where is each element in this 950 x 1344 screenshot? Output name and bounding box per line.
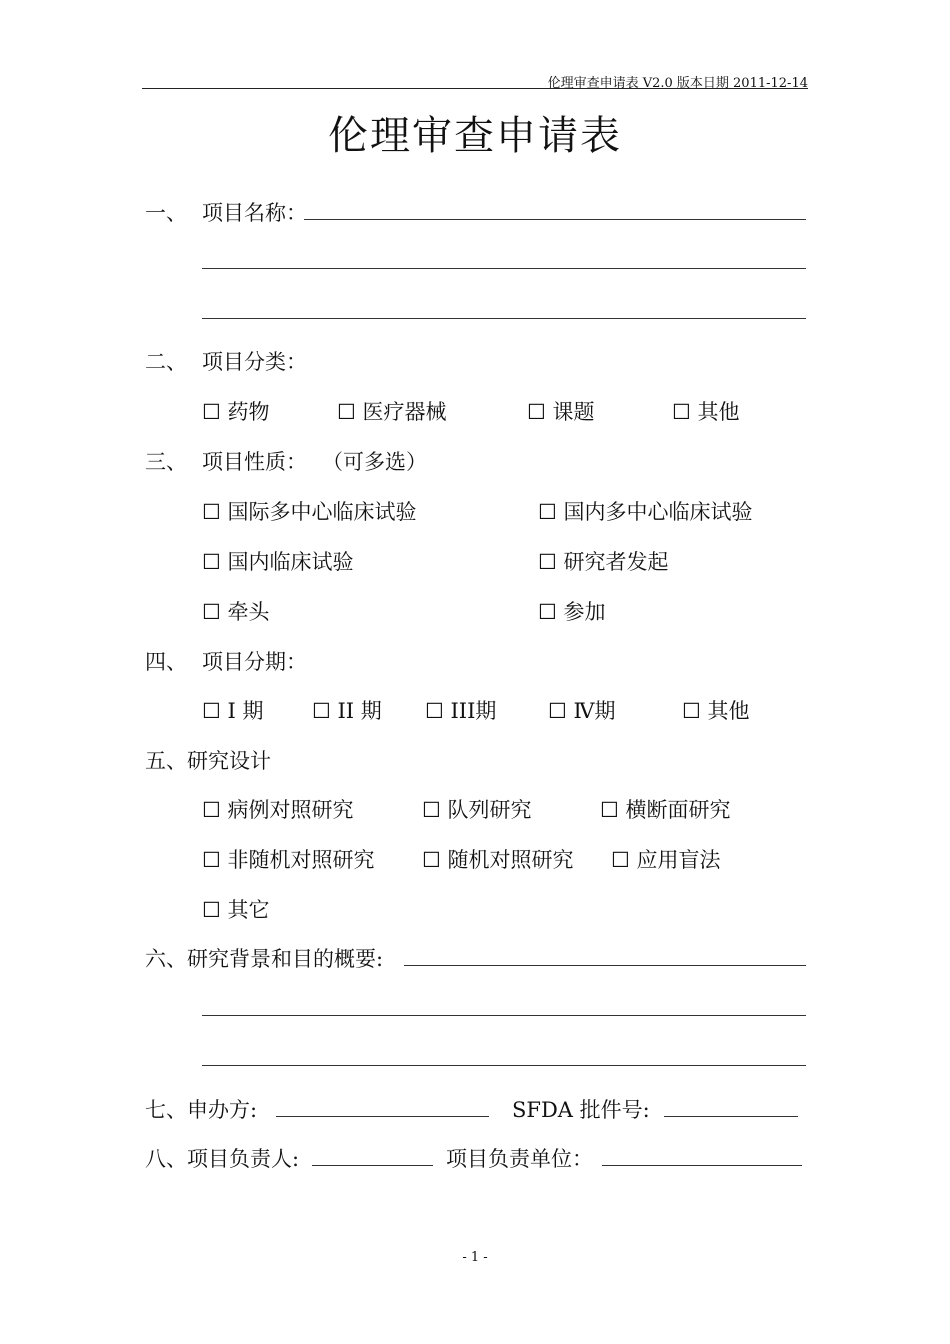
checkbox-randomized[interactable]: ☐ 随机对照研究	[422, 848, 574, 872]
background-summary-field-line-2[interactable]	[202, 1015, 806, 1016]
background-summary-field-line-1[interactable]	[404, 965, 806, 966]
checkbox-blinding[interactable]: ☐ 应用盲法	[611, 848, 721, 872]
section-2-label: 项目分类：	[202, 350, 307, 374]
checkbox-domestic-multicenter[interactable]: ☐ 国内多中心临床试验	[538, 500, 753, 524]
checkbox-design-other[interactable]: ☐ 其它	[202, 898, 270, 922]
section-8-label: 八、项目负责人:	[145, 1147, 300, 1171]
section-3-number: 三、	[145, 450, 187, 474]
checkbox-cross-sectional[interactable]: ☐ 横断面研究	[600, 798, 731, 822]
section-2-number: 二、	[145, 350, 187, 374]
checkbox-non-randomized[interactable]: ☐ 非随机对照研究	[202, 848, 375, 872]
checkbox-phase-3[interactable]: ☐ III期	[425, 699, 497, 723]
sfda-approval-label: SFDA 批件号:	[512, 1098, 650, 1122]
checkbox-phase-other[interactable]: ☐ 其他	[682, 699, 750, 723]
sfda-approval-field-line[interactable]	[664, 1116, 798, 1117]
page-number: - 1 -	[462, 1250, 488, 1265]
sponsor-field-line[interactable]	[276, 1116, 489, 1117]
section-3-multi-select-note: （可多选）	[322, 450, 427, 474]
section-1-label: 项目名称：	[202, 201, 307, 225]
page-title: 伦理审查申请表	[328, 113, 622, 159]
checkbox-phase-2[interactable]: ☐ II 期	[312, 699, 382, 723]
checkbox-participating[interactable]: ☐ 参加	[538, 600, 606, 624]
responsible-unit-label: 项目负责单位：	[446, 1147, 593, 1171]
checkbox-medical-device[interactable]: ☐ 医疗器械	[337, 400, 447, 424]
project-name-field-line-1[interactable]	[304, 219, 806, 220]
checkbox-investigator-initiated[interactable]: ☐ 研究者发起	[538, 550, 669, 574]
document-version-header: 伦理审查申请表 V2.0 版本日期 2011-12-14	[547, 76, 808, 91]
background-summary-field-line-3[interactable]	[202, 1065, 806, 1066]
checkbox-domestic-trial[interactable]: ☐ 国内临床试验	[202, 550, 354, 574]
checkbox-drug[interactable]: ☐ 药物	[202, 400, 270, 424]
section-4-number: 四、	[145, 650, 187, 674]
checkbox-phase-4[interactable]: ☐ Ⅳ期	[548, 699, 616, 723]
section-7-label: 七、申办方:	[145, 1098, 258, 1122]
checkbox-category-other[interactable]: ☐ 其他	[672, 400, 740, 424]
checkbox-research-topic[interactable]: ☐ 课题	[527, 400, 595, 424]
section-5-label: 五、研究设计	[145, 749, 271, 773]
checkbox-leading[interactable]: ☐ 牵头	[202, 600, 270, 624]
responsible-unit-field-line[interactable]	[602, 1165, 802, 1166]
header-rule	[142, 88, 808, 89]
project-name-field-line-3[interactable]	[202, 318, 806, 319]
checkbox-international-multicenter[interactable]: ☐ 国际多中心临床试验	[202, 500, 417, 524]
checkbox-case-control[interactable]: ☐ 病例对照研究	[202, 798, 354, 822]
project-name-field-line-2[interactable]	[202, 268, 806, 269]
checkbox-phase-1[interactable]: ☐ I 期	[202, 699, 264, 723]
section-3-label: 项目性质：	[202, 450, 307, 474]
section-6-label: 六、研究背景和目的概要:	[145, 947, 384, 971]
section-4-label: 项目分期：	[202, 650, 307, 674]
checkbox-cohort[interactable]: ☐ 队列研究	[422, 798, 532, 822]
project-leader-field-line[interactable]	[312, 1165, 433, 1166]
section-1-number: 一、	[145, 201, 187, 225]
